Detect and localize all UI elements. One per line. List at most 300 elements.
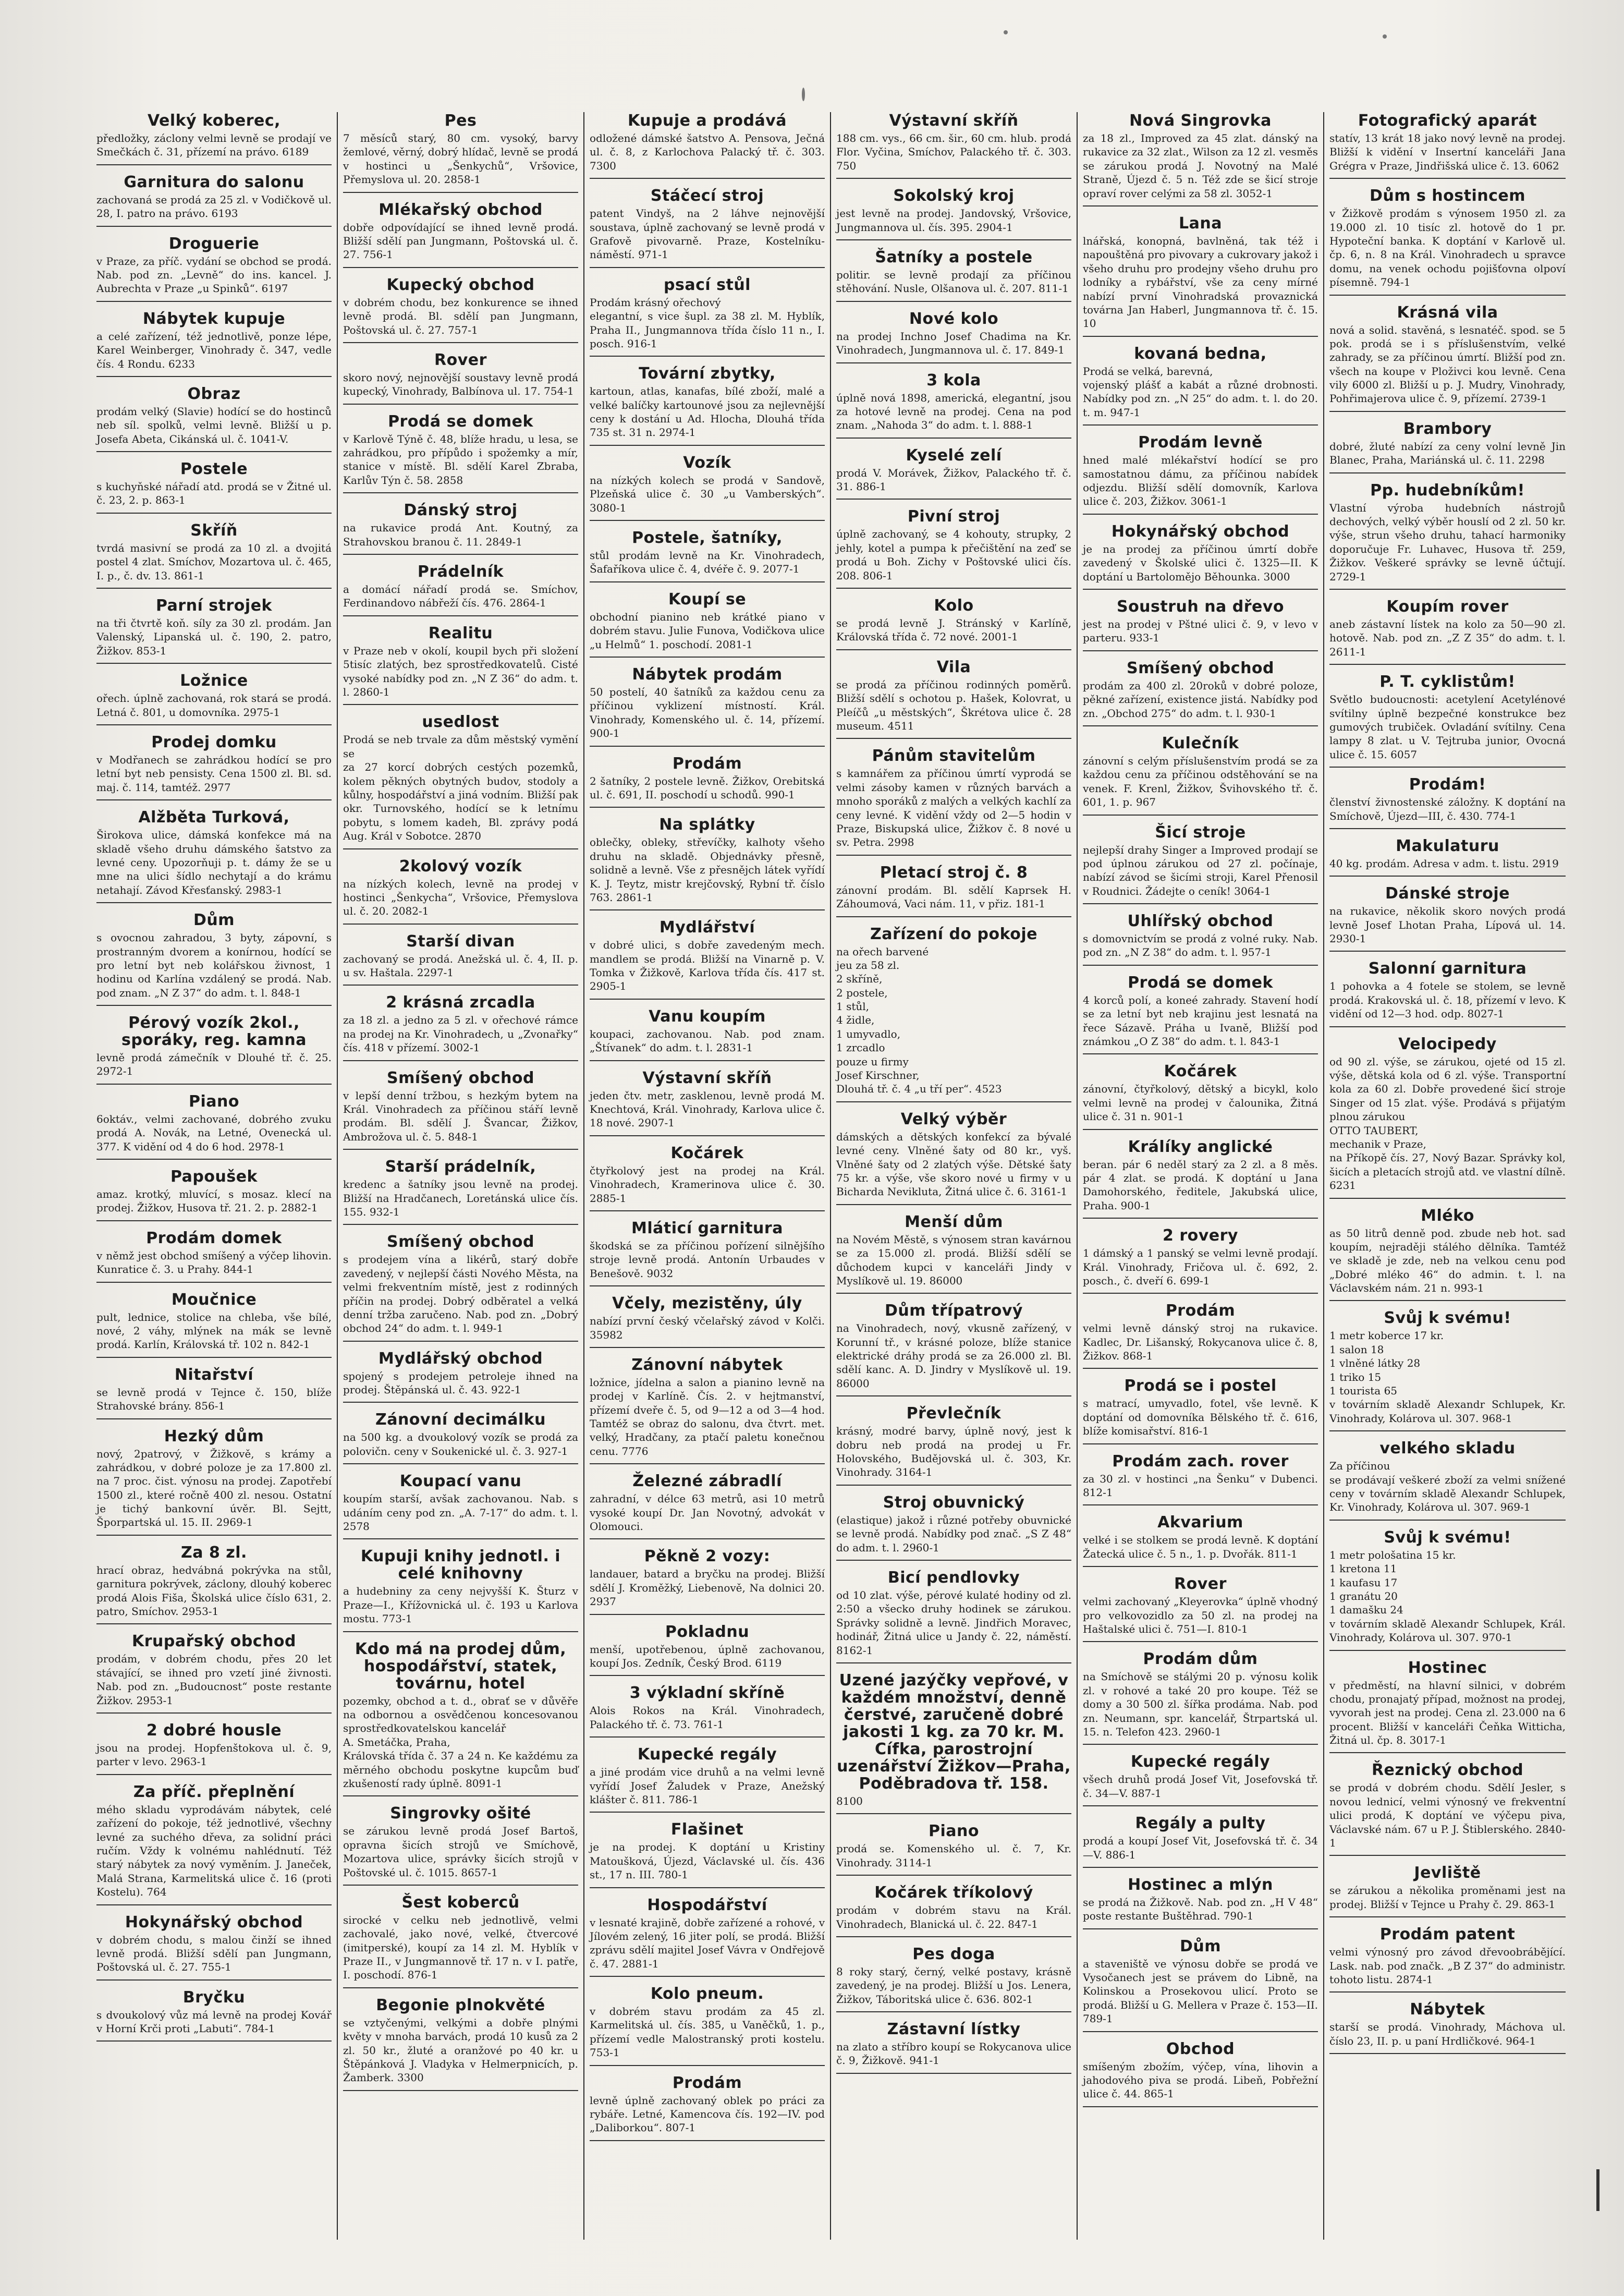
- ad-body: starší se prodá. Vinohrady, Máchova ul. číslo 23, II. p. u paní Hrdličkové. 964-1: [1329, 2021, 1566, 2047]
- ad-headline: Prádelník: [417, 563, 504, 581]
- ad-headline: Papoušek: [170, 1168, 258, 1186]
- ad-body: Za příčinou se prodávají veškeré zboží za velmi snížené ceny v továrním skladě Alexandr Schlupek, Kr. Vinohrady, Kolárova ul. 307. 969-1: [1329, 1460, 1566, 1514]
- classified-ad: [343, 563, 578, 616]
- ad-headline: Hokynářský obchod: [1111, 522, 1290, 541]
- ad-headline: Kočárek tříkolový: [874, 1884, 1033, 1902]
- print-speck: [802, 88, 805, 101]
- ad-headline: Skříň: [190, 521, 238, 540]
- ad-headline: Pivní stroj: [907, 507, 1000, 526]
- classified-ad: [1329, 420, 1566, 473]
- classified-ad: [96, 1168, 332, 1221]
- ad-column-6: [1324, 112, 1571, 2240]
- ad-headline: P. T. cyklistům!: [1379, 673, 1516, 691]
- ad-headline: Akvarium: [1157, 1513, 1243, 1532]
- ad-body: 7 měsíců starý, 80 cm. vysoký, barvy žemlové, věrný, dobrý hlídač, levně se prodá v hostinci u „Šenkychů“, Vršovice, Přemyslova ul. 20. 2858-1: [343, 132, 578, 186]
- ad-headline: Brambory: [1403, 419, 1492, 438]
- classified-ad: [96, 809, 332, 903]
- classified-ad: [1329, 960, 1566, 1027]
- ad-headline: Velký koberec,: [147, 112, 281, 130]
- ad-body: na rukavice prodá Ant. Koutný, za Strahovskou branou č. 11. 2849-1: [343, 521, 578, 548]
- classified-ad: [96, 385, 332, 452]
- ad-headline: Kolo pneum.: [650, 1985, 764, 2003]
- ad-body: 8100: [836, 1794, 863, 1807]
- ad-headline: Zařízení do pokoje: [870, 925, 1037, 943]
- classified-ad: [590, 529, 825, 582]
- ad-headline: Dům: [193, 911, 235, 930]
- ad-headline: Šicí stroje: [1155, 823, 1246, 842]
- ad-body: zahradní, v délce 63 metrů, asi 10 metrů vysoké koupí Dr. Jan Novotný, advokát v Olomouci.: [590, 1492, 825, 1533]
- classified-ad: [343, 1997, 578, 2091]
- ad-headline: Alžběta Turková,: [138, 808, 290, 827]
- ad-headline: 3 kola: [926, 371, 981, 390]
- ad-headline: Uhlířský obchod: [1127, 912, 1274, 931]
- ad-body: koupím starší, avšak zachovanou. Nab. s udáním ceny pod zn. „A. 7-17“ do adm. t. l. 2578: [343, 1492, 578, 1533]
- classified-ad: [1083, 523, 1318, 590]
- classified-ad: [96, 597, 332, 664]
- ad-headline: Řeznický obchod: [1371, 1761, 1524, 1780]
- classified-ad: [836, 447, 1071, 500]
- ad-body: Prodá se neb trvale za dům městský vymění se za 27 korcí dobrých cestých pozemků, kolem pěkných obytných budov, stodoly a kůlny, hospodářství a jiná vodním. Bližší pak okr. Turnovského, hodící se k letnímu pobytu, s lomem kadeh, Bl. zprávy podá Aug. Král v Sobotce. 2870: [343, 733, 578, 843]
- classified-ad: [343, 1411, 578, 1464]
- ad-body: zánovní prodám. Bl. sdělí Kaprsek H. Záhoumová, Vaci nám. 11, v přiz. 181-1: [836, 883, 1071, 910]
- classified-ad: [343, 858, 578, 925]
- classified-ad: [590, 816, 825, 910]
- ad-body: 40 kg. prodám. Adresa v adm. t. listu. 2919: [1329, 857, 1559, 870]
- classified-ad: [1083, 913, 1318, 966]
- ad-body: 1 pohovka a 4 fotele se stolem, se levně prodá. Krakovská ul. č. 18, přízemí v levo. K vidění od 12—3 hod. odp. 8027-1: [1329, 980, 1566, 1021]
- ad-headline: Ložnice: [180, 672, 248, 690]
- classified-ad: [96, 672, 332, 725]
- classified-ad: [1329, 112, 1566, 179]
- ad-headline: Flašinet: [670, 1820, 744, 1839]
- ad-headline: Stroj obuvnický: [883, 1493, 1025, 1512]
- ad-body: odložené dámské šatstvo A. Pensova, Ječná ul. č. 8, z Karlochova Palacký tř. č. 303. 7300: [590, 132, 825, 172]
- classified-ad: [836, 2021, 1071, 2074]
- classified-ad: [1329, 1440, 1566, 1521]
- classified-ad: [343, 1548, 578, 1632]
- ad-body: obchodní pianino neb krátké piano v dobrém stavu. Julie Funova, Vodičkova ulice „u Helmů“ 1. poschodí. 2081-1: [590, 610, 825, 651]
- ad-body: a domácí nářadí prodá se. Smíchov, Ferdinandovo nábřeží čís. 476. 2864-1: [343, 583, 578, 610]
- ad-body: koupaci, zachovanou. Nab. pod znam. „Štívanek“ do adm. t. l. 2831-1: [590, 1027, 825, 1054]
- ad-headline: Realitu: [428, 624, 493, 642]
- ad-body: dobré, žluté nabízí za ceny volní levně Jin Blanec, Praha, Mariánská ul. č. 11. 2298: [1329, 440, 1566, 467]
- ad-headline: Salonní garnitura: [1368, 959, 1527, 978]
- classified-ad: [590, 187, 825, 268]
- classified-ad: [590, 1897, 825, 1977]
- ad-headline: Mláticí garnitura: [631, 1219, 783, 1237]
- classified-ad: [1329, 673, 1566, 768]
- classified-ad: [1329, 482, 1566, 590]
- ad-body: a staveniště ve výnosu dobře se prodá ve Vysočanech jest se právem do Libně, na Kolinskou a Prosekovou ulicí. Proto se prodá. Bližší u G. Mellera v Praze č. 153—II. 789-1: [1083, 1957, 1318, 2025]
- ad-body: a jiné prodám vice druhů a na velmi levně vyřídí Josef Žaludek v Praze, Anežský klášter č. 811. 786-1: [590, 1766, 825, 1806]
- ad-body: sirocké v celku neb jednotlivě, velmi zachovalé, jako nové, velké, čtvercové (imitperské), koupí za 14 zl. M. Hyblík v Praze II., v Jungmannově tř. 17 n. v I. patře, I. poschodí. 876-1: [343, 1913, 578, 1982]
- classified-ad: [1083, 345, 1318, 426]
- classified-ad: [590, 454, 825, 521]
- ad-headline: Rover: [434, 350, 487, 369]
- classified-ad: [96, 1291, 332, 1358]
- classified-ad: [590, 1473, 825, 1539]
- ad-body: skoro nový, nejnovější soustavy levně prodá kupecký, Vinohrady, Balbínova ul. 17. 754-1: [343, 371, 578, 398]
- ad-headline: Garnitura do salonu: [124, 173, 304, 191]
- ad-body: jest na prodej v Pštné ulici č. 9, v levo v parteru. 933-1: [1083, 617, 1318, 645]
- ad-headline: Dům s hostincem: [1370, 187, 1525, 205]
- ad-headline: Za příč. přeplnění: [133, 1782, 295, 1801]
- ad-body: v předměstí, na hlavní silnici, v dobrém chodu, pronajatý případ, možnost na prodej, vyvorah jest na prodej. Cena zl. 23.000 na 6 procent. Bližší v kanceláři Čeňka Witticha, Žitná ul. čp. 8. 3017-1: [1329, 1679, 1566, 1747]
- ad-body: prodá se. Komenského ul. č. 7, Kr. Vinohrady. 3114-1: [836, 1842, 1071, 1869]
- classified-ad: [590, 112, 825, 179]
- ad-headline: Starší divan: [406, 932, 515, 951]
- classified-ad: [836, 1884, 1071, 1937]
- ad-column-2: [338, 112, 584, 2240]
- classified-ad: [96, 1544, 332, 1625]
- ad-body: se zárukou a několika proměnami jest na prodej. Bližší v Tejnce u Prahy č. 29. 863-1: [1329, 1884, 1566, 1911]
- classified-ad: [836, 187, 1071, 240]
- ad-body: velmi levně dánský stroj na rukavice. Kadlec, Dr. Lišanský, Rokycanova ulice č. 8, Žižkov. 868-1: [1083, 1322, 1318, 1363]
- ad-body: na Novém Městě, s výnosem stran kavárnou se za 15.000 zl. prodá. Bližší sdělí se důchodem kupci v kanceláři Jindy v Myslíkově ul. 19. 86000: [836, 1233, 1071, 1287]
- ad-headline: Pp. hudebníkům!: [1370, 481, 1525, 500]
- ad-body: v dobrém chodu, bez konkurence se ihned levně prodá. Bl. sdělí pan Jungmann, Poštovská ul. č. 27. 757-1: [343, 296, 578, 336]
- ad-body: se prodá levně J. Stránský v Karlíně, Královská třída č. 72 nové. 2001-1: [836, 617, 1071, 643]
- classified-ad: [590, 1295, 825, 1348]
- classified-ad: [836, 1946, 1071, 2012]
- ad-headline: Králíky anglické: [1128, 1137, 1273, 1156]
- ad-headline: Soustruh na dřevo: [1116, 597, 1285, 616]
- ad-body: za 18 zl., Improved za 45 zlat. dánský na rukavice za 32 zlat., Wilson za 12 zl. vesměs se zárukou prodá J. Novotný na Malé Straně, Újezd č. 5 n. Též zde se šicí stroje opraví rover celými za 58 zl. 3052-1: [1083, 132, 1318, 200]
- classified-ad: [1329, 1762, 1566, 1856]
- print-speck: [1004, 30, 1008, 34]
- ad-headline: Regály a pulty: [1135, 1814, 1266, 1833]
- ad-body: od 90 zl. výše, se zárukou, ojeté od 15 zl. výše, dětská kola od 6 zl. výše. Transportní kola za 60 zl. Dobře provedené šicí stroje Singer od 15 zlat. výše. Prodává s přijatým plnou zárukou OTTO TAUBERT, mechanik v Praze, na Příkopě čís. 27, Nový Bazar. Správky kol, šicích a pletacích strojů atd. ve vlastní dílně. 6231: [1329, 1055, 1566, 1192]
- classified-ad: [96, 1093, 332, 1160]
- classified-ad: [1083, 1453, 1318, 1506]
- classified-ad: [1083, 1227, 1318, 1294]
- ad-headline: Kupecké regály: [1130, 1753, 1271, 1771]
- ad-body: se prodá za příčinou rodinných poměrů. Bližší sdělí s ochotou p. Hašek, Kolovrat, u Pleíčů „u městských“, Škrétova ulice č. 28 museum. 4511: [836, 678, 1071, 732]
- ad-body: statív, 13 krát 18 jako nový levně na prodej. Bližší k vidění v Insertní kanceláři Jana Grégra v Praze, Jindřišská ulice č. 13. 6062: [1329, 132, 1566, 172]
- ad-headline: Dům: [1179, 1937, 1222, 1955]
- ad-headline: Obraz: [187, 384, 241, 403]
- ad-headline: Fotografický aparát: [1358, 112, 1537, 130]
- classified-ad: [96, 912, 332, 1006]
- ad-headline: Tovární zbytky,: [639, 365, 776, 383]
- ad-body: 6oktáv., velmi zachované, dobrého zvuku prodá A. Novák, na Letné, Ovenecká ul. 377. K vidění od 4 do 6 hod. 2978-1: [96, 1112, 332, 1153]
- classified-ad: [343, 1350, 578, 1403]
- ad-body: na nízkých kolech se prodá v Sandově, Plzeňská ulice č. 30 „u Vamberských“. 3080-1: [590, 473, 825, 514]
- ad-headline: psací stůl: [664, 275, 751, 294]
- ad-headline: Šatníky a postele: [875, 248, 1033, 266]
- ad-headline: Postele, šatníky,: [632, 529, 783, 548]
- ad-body: 2 šatníky, 2 postele levně. Žižkov, Orebitská ul. č. 691, II. poschodí u schodů. 990-1: [590, 774, 825, 801]
- classified-ad: [590, 276, 825, 357]
- ad-body: v dobré ulici, s dobře zavedeným mech. mandlem se prodá. Bližší na Vinarně p. V. Tomka v Žižkově, Karlova třída čís. 417 st. 2905-1: [590, 939, 825, 993]
- classified-ad: [590, 591, 825, 658]
- classified-ad: [836, 1569, 1071, 1663]
- ad-headline: Pes: [444, 112, 477, 130]
- ad-headline: Koupací vanu: [399, 1472, 522, 1491]
- classified-ad: [343, 1641, 578, 1797]
- classified-ad: [1329, 885, 1566, 952]
- ad-body: v Karlově Týně č. 48, blíže hradu, u lesa, se zahrádkou, pro přípůdo i spožemky a mír, stanice v místě. Bl. sdělí Karel Zbraba, Karlův Týn č. 58. 2858: [343, 432, 578, 487]
- ad-body: na tři čtvrtě koň. síly za 30 zl. prodám. Jan Valenský, Lipanská ul. č. 190, 2. patro, Žižkov. 853-1: [96, 617, 332, 657]
- ad-headline: Nábytek: [1410, 2000, 1485, 2019]
- classified-ad: [836, 747, 1071, 855]
- ad-headline: Mydlářský obchod: [378, 1349, 543, 1368]
- ad-headline: Hospodářství: [647, 1896, 767, 1914]
- ad-body: v dobrém chodu, s malou činží se ihned levně prodá. Bližší sdělí pan Jungmann, Poštovská ul. č. 27. 755-1: [96, 1933, 332, 1974]
- ad-body: patent Vindyš, na 2 láhve nejnovější soustava, úplně zachovaný se levně prodá v Grafově pivovarně. Praze, Kostelníku-náměstí. 971-1: [590, 207, 825, 261]
- ad-body: landauer, batard a bryčku na prodej. Bližší sdělí J. Kroměžký, Liebenově, Na dolnici 20. 2937: [590, 1568, 825, 1608]
- ad-headline: Smíšený obchod: [1126, 659, 1275, 677]
- ad-headline: Singrovky ošité: [390, 1804, 531, 1823]
- ad-body: zánovní, čtyřkolový, dětský a bicykl, kolo velmi levně na prodej v čalounika, Žitná ulice č. 31 n. 901-1: [1083, 1083, 1318, 1123]
- ad-body: zachovaný se prodá. Anežská ul. č. 4, II. p. u sv. Haštala. 2297-1: [343, 952, 578, 979]
- classified-ad: [590, 1821, 825, 1888]
- ad-headline: Smíšený obchod: [386, 1068, 535, 1087]
- ad-headline: Piano: [189, 1092, 239, 1111]
- classified-ad: [96, 174, 332, 227]
- ad-body: mého skladu vyprodávám nábytek, celé zařízení do pokoje, též jednotlivé, všechny levné za suchého dřeva, za solidní práci ručím. Vždy k volnému nahlédnutí. Též starý nábytek za nový vyměním. J. Janeček, Malá Strana, Karmelitská ulice č. 16 (proti Kostelu). 764: [96, 1803, 332, 1899]
- ad-body: (elastique) jakož i různé potřeby obuvnické se levně prodá. Nabídky pod znač. „S Z 48“ do adm. t. l. 2960-1: [836, 1513, 1071, 1554]
- ad-headline: Dům třípatrový: [885, 1302, 1023, 1320]
- ad-body: 1 metr pološatina 15 kr. 1 kretona 11 1 kaufasu 17 1 granátu 20 1 damašku 24 v továrním skladě Alexandr Schlupek, Král. Vinohrady, Kolárova ul. 307. 970-1: [1329, 1548, 1566, 1644]
- ad-headline: Postele: [180, 460, 248, 479]
- ad-body: politir. se levně prodají za příčinou stěhování. Nusle, Olšanova ul. č. 207. 811-1: [836, 268, 1071, 295]
- ad-headline: Stáčecí stroj: [650, 187, 764, 205]
- classified-ad: [343, 933, 578, 986]
- classified-ad: [836, 659, 1071, 739]
- ad-body: Širokova ulice, dámská konfekce má na skladě všeho druhu dámského šatstvo za levné ceny. Upozorňuji p. t. dámy že se u mne na ulici šídlo nechytají a do krámu netahají. Závod Křesťanský. 2983-1: [96, 829, 332, 896]
- classified-ad: [1329, 1659, 1566, 1754]
- ad-body: ořech. úplně zachovaná, rok stará se prodá. Letná č. 801, u domovníka. 2975-1: [96, 692, 332, 719]
- classified-ad: [836, 597, 1071, 650]
- classified-ad: [590, 365, 825, 446]
- classified-ad: [343, 1473, 578, 1539]
- ad-body: prodám, v dobrém chodu, přes 20 let stávající, se ihned pro vzetí jiné živnosti. Nab. pod zn. „Budoucnost“ poste restante Žižkov. 2953-1: [96, 1653, 332, 1707]
- classified-ad: [96, 1014, 332, 1085]
- ad-headline: Kočárek: [1164, 1062, 1237, 1081]
- classified-ad: [96, 1914, 332, 1981]
- ad-body: v lepší denní tržbou, s hezkým bytem na Král. Vinohradech za příčinou stáří levně prodám. Bl. sdělí J. Švancar, Žižkov, Ambrožova ul. č. 5. 848-1: [343, 1089, 578, 1143]
- ad-body: 1 dámský a 1 panský se velmi levně prodají. Král. Vinohrady, Fričova ul. č. 692, 2. posch., č. dveří 6. 699-1: [1083, 1247, 1318, 1287]
- ad-body: na rukavice, několik skoro nových prodá levně Josef Lhotan Praha, Lípová ul. 14. 2930-1: [1329, 905, 1566, 945]
- ad-body: s matrací, umyvadlo, fotel, vše levně. K doptání od domovníka Bělského tř. č. 616, blíže komisařství. 816-1: [1083, 1397, 1318, 1438]
- edge-bracket: [1596, 2169, 1599, 2211]
- ad-body: s kamnářem za příčinou úmrtí vyprodá se velmi zásoby kamen v různých barvách a mnoho sporáků z malých a velkých kachlí za ceny levné. K vidění vždy od 2—5 hodin v Praze, Biskupská ulice, Žižkov č. 8 nové u sv. Petra. 2998: [836, 767, 1071, 849]
- classified-ad: [836, 864, 1071, 917]
- ad-headline: Kupuji knihy jednotl. i celé knihovny: [360, 1547, 561, 1583]
- ad-headline: Menší dům: [905, 1212, 1003, 1231]
- ad-body: a hudebniny za ceny nejvyšší K. Šturz v Praze—I., Křížovnická ul. č. 193 u Karlova mostu. 773-1: [343, 1585, 578, 1625]
- ad-headline: Prodám zach. rover: [1112, 1452, 1289, 1471]
- ad-headline: Prodám levně: [1138, 433, 1263, 452]
- ad-body: pult, lednice, stolice na chleba, vše bílé, nové, 2 váhy, mlýnek na mák se levně prodá. Karlín, Královská tř. 102 n. 842-1: [96, 1310, 332, 1351]
- ad-headline: usedlost: [422, 713, 499, 732]
- ad-headline: Kupuje a prodává: [627, 112, 787, 130]
- ad-body: v Modřanech se zahrádkou hodící se pro letní byt neb pensisty. Cena 1500 zl. Bl. sd. maj. č. 114, tamtéž. 2977: [96, 753, 332, 794]
- ad-body: v Praze, za příč. vydání se obchod se prodá. Nab. pod zn. „Levně“ do ins. kancel. J. Aubrechta v Praze „u Spinků“. 6197: [96, 254, 332, 295]
- ad-body: velmi zachovaný „Kleyerovka“ úplně vhodný pro velkovozidlo za 50 zl. na prodej na Haštalské ulici č. 751—I. 810-1: [1083, 1595, 1318, 1635]
- ad-body: krásný, modré barvy, úplně nový, jest k dobru neb prodá na prodej u Fr. Holovského, Budějovská ul. č. 303, Kr. Vinohrady. 3164-1: [836, 1425, 1071, 1479]
- ad-headline: Svůj k svému!: [1384, 1309, 1511, 1328]
- ad-body: Alois Rokos na Král. Vinohradech, Palackého tř. č. 73. 761-1: [590, 1704, 825, 1731]
- ad-headline: Vanu koupím: [649, 1007, 766, 1026]
- ad-body: spojený s prodejem petroleje ihned na prodej. Štěpánská ul. č. 43. 922-1: [343, 1369, 578, 1396]
- ad-body: nový, 2patrový, v Žižkově, s krámy a zahrádkou, v dobré poloze je za 17.800 zl. na 7 proc. čist. výnosu na prodej. Zapotřebí 1500 zl., které ročně 400 zl. nesou. Ostatní je tichý bankovní úvěr. Bl. Sejtt, Šporpartská ul. 15. II. 2969-1: [96, 1447, 332, 1529]
- ad-body: aneb zástavní lístek na kolo za 50—90 zl. hotově. Nab. pod zn. „Z Z 35“ do adm. t. l. 2611-1: [1329, 617, 1566, 658]
- ad-body: jeden čtv. metr, zasklenou, levně prodá M. Knechtová, Král. Vinohrady, Karlova ulice č. 18 nové. 2907-1: [590, 1089, 825, 1129]
- classified-ad: [96, 1428, 332, 1536]
- classified-ad: [836, 508, 1071, 589]
- classified-ad: [1083, 824, 1318, 905]
- classified-ad: [836, 1405, 1071, 1486]
- ad-body: nabízí první český včelařský závod v Kolči. 35982: [590, 1315, 825, 1341]
- ad-headline: Pes doga: [912, 1945, 995, 1963]
- ad-headline: kovaná bedna,: [1134, 344, 1267, 363]
- classified-ad: [1083, 434, 1318, 515]
- ad-headline: Výstavní skříň: [889, 112, 1019, 130]
- classified-ad: [1083, 1575, 1318, 1642]
- classified-ad: [1083, 974, 1318, 1055]
- ad-body: beran. pár 6 neděl starý za 2 zl. a 8 měs. pár 4 zlat. se prodá. K doptání u Jana Damohorského, ředitele, Jakubská ulice, Praha. 900-1: [1083, 1158, 1318, 1212]
- classified-ad: [1083, 2040, 1318, 2107]
- ad-body: stůl prodám levně na Kr. Vinohradech, Šafaříkova ulice č. 4, dvéře č. 9. 2077-1: [590, 549, 825, 576]
- ad-body: dámských a dětských konfekcí za bývalé levné ceny. Vlněné šaty od 80 kr., vyš. Vlněné šaty od 2 zlatých výše. Dětské šaty 75 kr. a výše, vše skoro nové u firmy v u Bicharda Nevikluta, Žitná ulice č. 6. 3161-1: [836, 1130, 1071, 1198]
- ad-body: levně prodá zámečník v Dlouhé tř. č. 25. 2972-1: [96, 1051, 332, 1078]
- ad-headline: Prodám: [1165, 1302, 1236, 1320]
- classified-ad: [590, 919, 825, 1000]
- classified-ad: [1083, 1650, 1318, 1745]
- ad-headline: Kočárek: [670, 1144, 744, 1162]
- classified-ad: [836, 926, 1071, 1102]
- ad-body: nejlepší drahy Singer a Improved prodají se pod úplnou zárukou od 27 zl. počínaje, nabízí závod se šicími stroji, Karel Přenosil v Roudnici. Žádejte o ceník! 3064-1: [1083, 843, 1318, 897]
- ad-body: na ořech barvené jeu za 58 zl. 2 skříně, 2 postele, 1 stůl, 4 židle, 1 umyvadlo, 1 zrcadlo pouze u firmy Josef Kirschner, Dlouhá tř. č. 4 „u tří per“. 4523: [836, 945, 1002, 1096]
- ad-headline: Droguerie: [168, 234, 260, 253]
- ad-headline: Prodej domku: [151, 733, 277, 751]
- ad-headline: Rover: [1174, 1575, 1227, 1594]
- classified-ad: [96, 1633, 332, 1714]
- ad-headline: Kyselé zelí: [906, 446, 1002, 465]
- ad-body: se levně prodá v Tejnce č. 150, blíže Strahovské brány. 856-1: [96, 1386, 332, 1413]
- ad-column-3: [584, 112, 831, 2240]
- ad-headline: Kdo má na prodej dům, hospodářství, statek, továrnu, hotel: [355, 1639, 567, 1693]
- ad-body: s ovocnou zahradou, 3 byty, zápovní, s prostranným dvorem a konírnou, hodící se pro letní byt neb kolářskou živnost, 1 hodinu od Karlína vzdálený se prodá. Nab. pod znam. „N Z 37“ do adm. t. l. 848-1: [96, 931, 332, 999]
- classified-columns: [91, 112, 1572, 2240]
- ad-body: jsou na prodej. Hopfenštokova ul. č. 9, parter v levo. 2963-1: [96, 1742, 332, 1768]
- ad-body: v dobrém stavu prodám za 45 zl. Karmelitská ul. čís. 385, u Vaněčků, 1. p., přízemí vedle Malostranský proti kostelu. 753-1: [590, 2005, 825, 2059]
- ad-body: 188 cm. vys., 66 cm. šir., 60 cm. hlub. prodá Flor. Vyčina, Smíchov, Palackého tř. č. 303. 750: [836, 132, 1071, 172]
- ad-headline: Výstavní skříň: [642, 1068, 772, 1087]
- ad-body: nová a solid. stavěná, s lesnatéč. spod. se 5 pok. prodá se i s příslušenstvím, velké zahrady, se za příčinou úmrtí. Bližší pod zn. všech na koupe v Ploživci kou levně. Cena vily 6000 zl. Bližší u p. J. Mudry, Vinohrady, Pohřimajerova ulice č. 9, přízemí. 2739-1: [1329, 323, 1566, 405]
- ad-headline: Koupí se: [668, 590, 747, 609]
- ad-body: hrací obraz, hedvábná pokrývka na stůl, garnitura pokrývek, záclony, dlouhý koberec prodá Alois Fiša, Školská ulice číslo 631, 2. patro, Smíchov. 2953-1: [96, 1563, 332, 1618]
- classified-ad: [590, 2074, 825, 2141]
- ad-headline: Zánovní nábytek: [631, 1355, 783, 1374]
- classified-ad: [1329, 837, 1566, 877]
- classified-ad: [343, 1805, 578, 1886]
- ad-body: hned malé mlékařství hodící se pro samostatnou dámu, za příčinou nabídek odjezdu. Bližší sdělí domovník, Karlova ulice č. 203, Žižkov. 3061-1: [1083, 454, 1318, 508]
- classified-ad: [343, 1233, 578, 1341]
- ad-headline: velkého skladu: [1379, 1439, 1516, 1458]
- classified-ad: [1329, 187, 1566, 295]
- classified-ad: [96, 235, 332, 302]
- ad-headline: Prodám: [672, 754, 742, 773]
- ad-body: kartoun, atlas, kanafas, bílé zboží, malé a velké balíčky kartounové jsou za nejlevnější ceny k dostání u Ad. Hlocha, Dlouhá třída 735 st. 31 n. 2974-1: [590, 385, 825, 439]
- ad-body: na zlato a stříbro koupí se Rokycanova ulice č. 9, Žižkově. 941-1: [836, 2040, 1071, 2067]
- ad-headline: Sokolský kroj: [893, 187, 1015, 205]
- ad-body: na Smíchově se stálými 20 p. výnosu kolik zl. v rohové a také 20 pro koupe. Též se domy a 30 500 zl. šířka prodáma. Nab. pod zn. Neumann, spr. kancelář, Štrpartská ul. 15. n. Telefon 423. 2960-1: [1083, 1670, 1318, 1738]
- ad-headline: Pěkně 2 vozy:: [644, 1547, 771, 1566]
- ad-headline: Nábytek prodám: [632, 665, 783, 684]
- classified-ad: [590, 1356, 825, 1464]
- classified-ad: [1083, 660, 1318, 726]
- classified-ad: [1329, 1036, 1566, 1199]
- ad-headline: Pánům stavitelům: [872, 747, 1036, 766]
- ad-headline: Uzené jazýčky vepřové, v každém množství, denně čerstvé, zaručeně dobré jakosti 1 kg. za 70 kr. M. Cífka, parostrojní uzenářství Žižkov—Praha, Poděbradova tř. 158.: [837, 1671, 1071, 1793]
- ad-body: v Praze neb v okolí, koupil bych při složení 5tisíc zlatých, bez sprostředkovatelů. Cisté vysoké nabídky pod zn. „N Z 36“ do adm. t. l. 2860-1: [343, 644, 578, 698]
- classified-ad: [590, 666, 825, 747]
- classified-ad: [343, 994, 578, 1061]
- ad-body: v lesnaté krajině, dobře zařízené a rohové, v Jílovém zelený, 16 jiter polí, se prodá. Bližší zprávu sdělí majitel Josef Vávra v Ondřejově č. 47. 2881-1: [590, 1916, 825, 1970]
- classified-ad: [343, 1158, 578, 1225]
- ad-body: oblečky, obleky, střevíčky, kalhoty všeho druhu na skladě. Objednávky přesně, solidně a levně. Vše z přesnějch látek vyřídí K. J. Teytz, mistr krejčovský, Rybní tř. číslo 763. 2861-1: [590, 836, 825, 904]
- classified-ad: [1329, 1864, 1566, 1917]
- classified-ad: [343, 351, 578, 405]
- ad-column-4: [831, 112, 1078, 2240]
- ad-body: prodá a koupí Josef Vit, Josefovská tř. č. 34—V. 886-1: [1083, 1835, 1318, 1861]
- ad-headline: Krupařský obchod: [131, 1632, 297, 1651]
- classified-ad: [836, 1111, 1071, 1205]
- ad-headline: Velocipedy: [1398, 1035, 1497, 1053]
- ad-body: se vztyčenými, velkými a dobře plnými květy v mnoha barvách, prodá 10 kusů za 2 zl. 50 kr., žluté a oranžové po 40 kr. u Štěpánková J. Vladyka v Helmerpnicích, p. Žamberk. 3300: [343, 2016, 578, 2084]
- classified-ad: [1329, 1926, 1566, 1993]
- classified-ad: [343, 112, 578, 193]
- ad-headline: Prodám domek: [146, 1229, 282, 1247]
- classified-ad: [1083, 1138, 1318, 1219]
- ad-headline: Prodám dům: [1143, 1650, 1258, 1669]
- classified-ad: [96, 1230, 332, 1283]
- ad-body: Prodám krásný ořechový elegantní, s vice šupl. za 38 zl. M. Hyblík, Praha II., Jungmannova třída číslo 11 n., I. posch. 916-1: [590, 296, 825, 350]
- ad-headline: Bryčku: [182, 1988, 246, 2007]
- ad-body: se zárukou levně prodá Josef Bartoš, opravna šicích strojů ve Smíchově, Mozartova ulice, správky šicích strojů v Poštovské ul. č. 1015. 8657-1: [343, 1825, 578, 1879]
- classified-ad: [96, 1722, 332, 1775]
- classified-ad: [343, 625, 578, 706]
- ad-headline: Jevliště: [1414, 1864, 1481, 1882]
- ad-body: na prodej Inchno Josef Chadima na Kr. Vinohradech, Jungmannova ul. č. 17. 849-1: [836, 330, 1071, 357]
- ad-body: s dvoukolový vůz má levně na prodej Kovář v Horní Krči proti „Labuti“. 784-1: [96, 2008, 332, 2035]
- classified-ad: [836, 1494, 1071, 1561]
- ad-headline: Mlékařský obchod: [378, 200, 543, 219]
- ad-body: Vlastní výroba hudebních nástrojů dechových, velký výběr houslí od 2 zl. 50 kr. výše, strun všeho druhu, tahací harmoniky doporučuje Fr. Luhavec, Husova tř. 259, Žižkov. Veškeré správky se levně účtují. 2729-1: [1329, 501, 1566, 583]
- ad-headline: Mydlářství: [659, 918, 755, 937]
- ad-body: na Vinohradech, nový, vkusně zařízený, v Korunní tř., v krásné poloze, blíže stanice elektrické dráhy prodá se za 26.000 zl. Bl. sdělí kanc. A. D. Jindry v Myslíkově ul. 19. 86000: [836, 1322, 1071, 1390]
- ad-headline: Bicí pendlovky: [887, 1569, 1020, 1587]
- ad-headline: Prodá se i postel: [1124, 1377, 1277, 1395]
- classified-ad: [1083, 1302, 1318, 1369]
- ad-headline: Nové kolo: [909, 309, 999, 328]
- ad-headline: Pokladnu: [665, 1622, 750, 1641]
- ad-column-1: [91, 112, 338, 2240]
- classified-ad: [1329, 1529, 1566, 1651]
- ad-body: amaz. krotký, mluvící, s mosaz. klecí na prodej. Žižkov, Husova tř. 21. 2. p. 2882-1: [96, 1188, 332, 1214]
- classified-ad: [96, 734, 332, 800]
- ad-headline: 2 rovery: [1163, 1226, 1238, 1245]
- ad-headline: Begonie plnokvěté: [376, 1996, 545, 2014]
- ad-body: kredenc a šatníky jsou levně na prodej. Bližší na Hradčanech, Loretánská ulice čís. 155. 932-1: [343, 1178, 578, 1218]
- ad-body: lnářská, konopná, bavlněná, tak též i napouštěná pro pivovary a cukrovary jakož i všeho druhu pro prodejny všeho druhu pro lodníky a rybářství, vše za ceny mírné nabízí první Vinohradská provaznická továrna Jan Haberl, Jungmannova tř. č. 15. 10: [1083, 234, 1318, 330]
- classified-ad: [343, 713, 578, 849]
- classified-ad: [590, 1623, 825, 1677]
- classified-ad: [836, 1213, 1071, 1294]
